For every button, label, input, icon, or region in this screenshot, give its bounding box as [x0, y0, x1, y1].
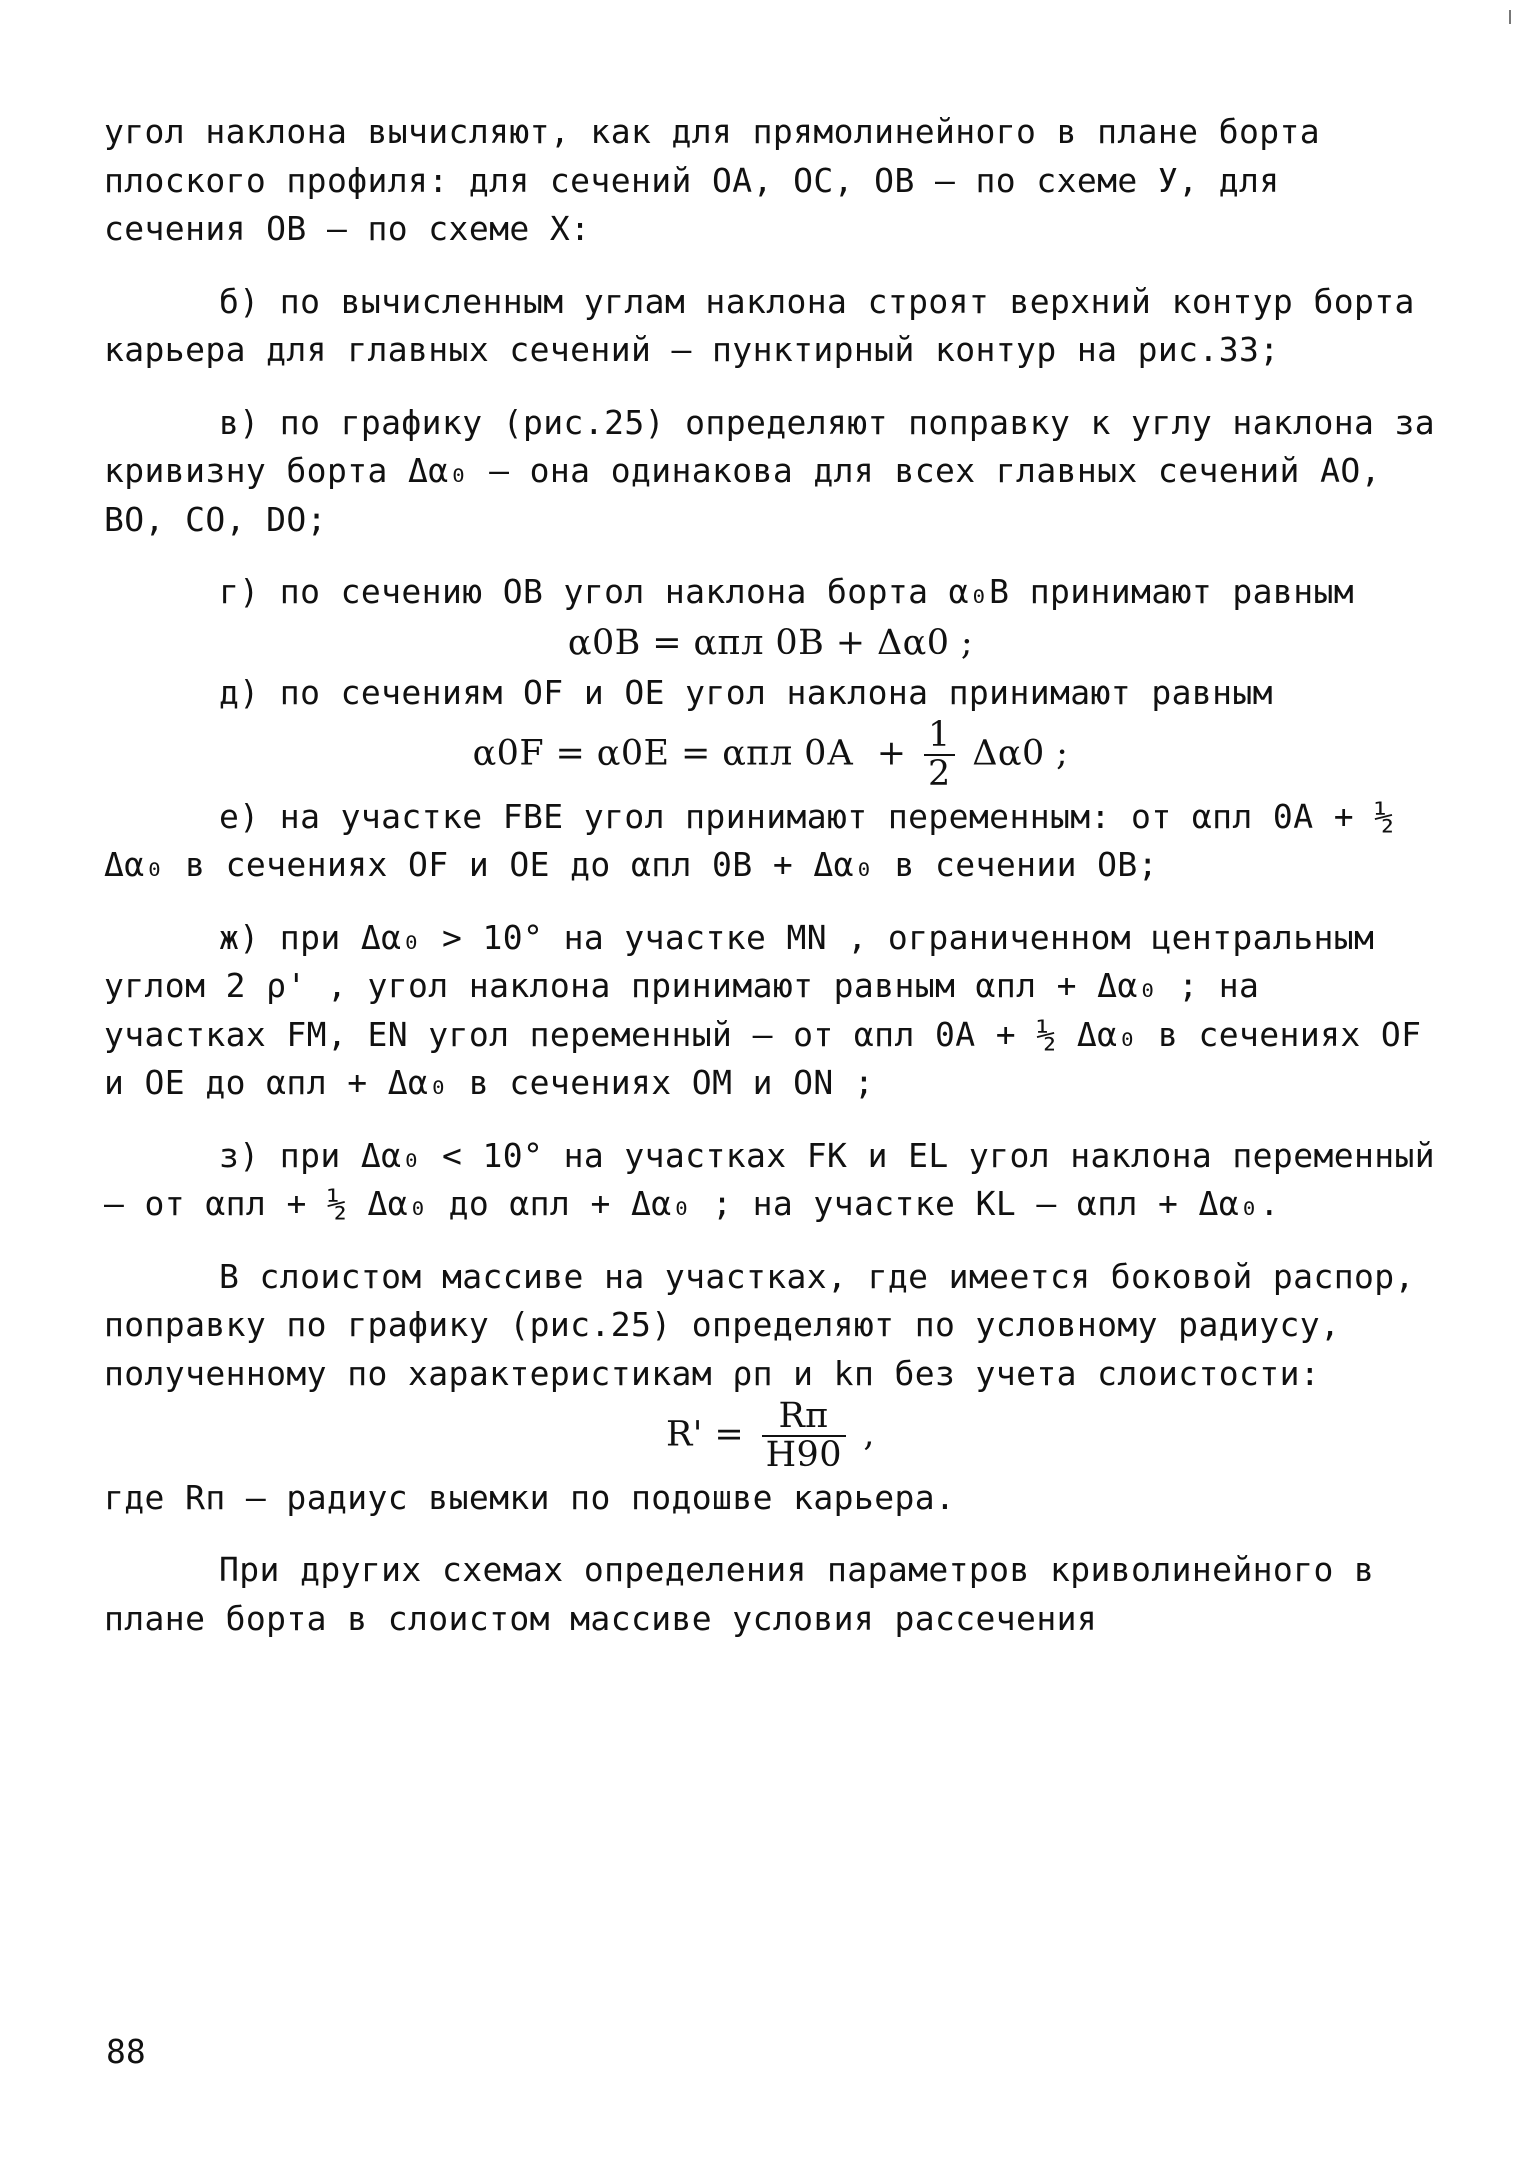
fraction-denominator: 2: [928, 753, 951, 794]
math-plus-delta: + Δα₀: [590, 1184, 692, 1223]
paragraph-intro: угол наклона вычисляют, как для прямолинейного в плане борта плоского профиля: для сечений ОА, ОС, ОВ – по схеме У, для сечения ОВ – по схеме Х:: [104, 112, 1321, 248]
paragraph-sloistom-text-1: В слоистом массиве на участках, где имеется боковой распор, поправку по графику (рис.25) определяют по условному радиусу, полученному по характеристикам: [104, 1256, 1415, 1393]
math-rho-n: ρп: [732, 1353, 773, 1393]
math-delta-cond-gt: Δα₀ > 10°: [360, 917, 544, 957]
fraction-numerator: 1: [924, 717, 955, 756]
formula-r-prime-left: R' =: [666, 1414, 745, 1455]
paragraph-gde-text-2: – радиус выемки по подошве карьера.: [225, 1477, 956, 1517]
math-plus-delta: + Δα₀: [347, 1063, 449, 1102]
paragraph-v-text-1: в) по графику (рис.25) определяют поправку к углу наклона за кривизну борта: [104, 402, 1436, 490]
paragraph-z: з) при Δα₀ < 10° на участках FK и EL угол наклона переменный – от αпл + ½ Δα₀ до αпл + Δα₀ ; на участке KL – αпл + Δα₀.: [104, 1135, 1436, 1223]
formula-comma: ,: [863, 1414, 875, 1455]
math-alpha-pl: αпл: [509, 1184, 571, 1223]
paragraph-e-text-3: в сечении ОВ;: [874, 845, 1158, 884]
paragraph-zh-text-4: ; на участках FM, EN угол переменный – от: [104, 966, 1260, 1054]
math-alpha-pl: αпл: [266, 1063, 327, 1102]
paragraph-z-text-1: з) при: [219, 1135, 361, 1175]
paragraph-sloistom-text-2: и: [772, 1353, 834, 1393]
paragraph-gde: [104, 1474, 1437, 1523]
paragraph-last: При других схемах определения параметров криволинейного в плане борта в слоистом массиве условия рассечения: [104, 1550, 1375, 1638]
paragraph-sloistom: [104, 1253, 1437, 1399]
fraction-numerator-rn: Rп: [762, 1398, 846, 1437]
paragraph-g: [104, 568, 1437, 617]
formula-r-prime: [104, 1398, 1437, 1474]
fraction-one-half: [924, 717, 955, 793]
paragraph-g-text-2: принимают равным: [1009, 572, 1355, 611]
paragraph-zh: [104, 914, 1437, 1108]
math-delta-cond-lt: Δα₀ < 10°: [360, 1135, 544, 1175]
math-plus-half-delta: + ½ Δα₀: [995, 1014, 1138, 1054]
math-delta-alpha0: Δα₀: [408, 451, 469, 490]
math-alpha-pl: αпл: [975, 966, 1037, 1005]
math-plus-half-delta: + ½ Δα₀: [104, 796, 1395, 884]
math-plus-delta: + Δα₀: [1158, 1184, 1260, 1223]
math-alpha-pl: αпл: [205, 1184, 267, 1223]
paragraph-zh-text-3: , угол наклона принимают равным: [306, 966, 976, 1005]
paragraph-b: б) по вычисленным углам наклона строят верхний контур борта карьера для главных сечений – пунктирный контур на рис.33;: [104, 281, 1415, 369]
math-plus-delta: + Δα₀: [772, 845, 875, 884]
paragraph-z-text-4: ; на участке KL –: [691, 1184, 1077, 1223]
formula-alpha0f: α0F = α0E = αпл 0А + $\frac{1}{2}$ Δα0 ;: [472, 715, 1069, 794]
paragraph-v: [104, 399, 1437, 545]
paragraph-zh-text-1: ж) при: [219, 917, 361, 957]
math-alpha-pl: αпл: [1076, 1184, 1138, 1223]
paragraph-gde-text-1: где: [104, 1477, 186, 1517]
paragraph-d: д) по сечениям OF и ОЕ угол наклона принимают равным: [219, 672, 1273, 712]
math-k-n: kп: [833, 1353, 875, 1393]
paragraph-zh-text-2: на участке MN , ограниченном центральным углом 2: [104, 917, 1375, 1005]
paragraph-e-text-2: в сечениях OF и ОЕ до: [164, 845, 631, 884]
formula-alpha0f-left: α0F = α0E = αпл 0А: [472, 733, 854, 774]
math-r-n: Rп: [185, 1477, 226, 1517]
formula-alpha0f-right: Δα0 ;: [972, 733, 1069, 774]
paragraph-g-text-1: г) по сечению ОВ угол наклона борта: [219, 572, 949, 611]
paragraph-zh-text-6: в сечениях ОМ и ON ;: [448, 1063, 875, 1102]
math-plus-delta: + Δα₀: [1056, 966, 1158, 1005]
math-alpha-pl-0b: αпл 0В: [630, 845, 753, 884]
paragraph-v-text-2: – она одинакова для всех главных сечений АО, ВО, СО, DО;: [104, 451, 1381, 539]
math-alpha-pl-0a: αпл 0А: [853, 1014, 976, 1054]
math-rho-prime: ρ': [266, 966, 307, 1005]
math-alpha0b: α₀В: [948, 572, 1010, 611]
paragraph-z-text-3: до: [428, 1184, 510, 1223]
formula-alpha0b: α0В = αпл 0В + Δα0 ;: [567, 622, 974, 663]
paragraph-e-text-1: е) на участке FBE угол принимают переменным: от: [219, 796, 1192, 836]
paragraph-zh-text-5: в сечениях OF и ОЕ до: [104, 1014, 1422, 1102]
fraction-rn-h90: [762, 1398, 846, 1474]
page-number: 88: [106, 2032, 146, 2071]
paragraph-e: [104, 793, 1437, 890]
scan-artifact: [1509, 10, 1511, 24]
fraction-denominator-h90: H90: [765, 1434, 842, 1475]
math-plus-half-delta: + ½ Δα₀: [286, 1184, 429, 1223]
body-text: [104, 108, 1437, 1643]
paragraph-sloistom-text-3: без учета слоистости:: [874, 1353, 1321, 1393]
paragraph-z-text-2: на участках FK и EL угол наклона переменный – от: [104, 1135, 1436, 1223]
math-alpha-pl-0a: αпл 0А: [1191, 796, 1314, 836]
